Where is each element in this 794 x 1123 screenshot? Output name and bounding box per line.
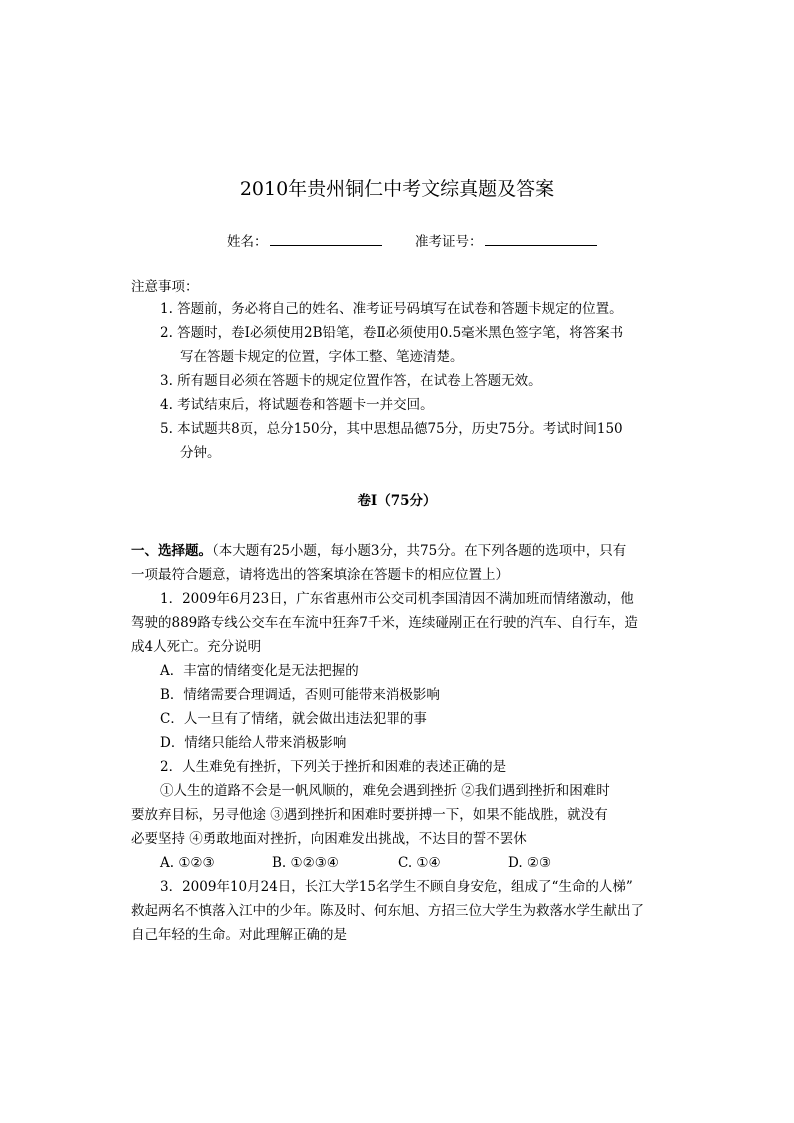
q1-option: A．丰富的情绪变化是无法把握的 [160,663,359,679]
notice-heading: 注意事项： [131,279,199,295]
exam-id-label: 准考证号： [415,234,483,250]
q2-statement-line: 要放弃目标，另寻他途 ③遇到挫折和困难时要拼搏一下，如果不能战胜，就没有 [131,807,608,823]
q2-statement-line: 必要坚持 ④勇敢地面对挫折，向困难发出挑战，不达目的誓不罢休 [131,831,527,847]
name-field [227,230,382,250]
name-label: 姓名： [227,234,268,250]
part-intro-line: 一项最符合题意，请将选出的答案填涂在答题卡的相应位置上） [131,567,509,583]
q1-stem-line: 1．2009年6月23日，广东省惠州市公交司机李国清因不满加班而情绪激动，他 [160,591,634,607]
q1-option: C．人一旦有了情绪，就会做出违法犯罪的事 [160,711,427,727]
candidate-info-row [0,230,794,252]
q2-option: A. ①②③ [160,855,215,871]
q1-option: D．情绪只能给人带来消极影响 [160,735,347,751]
page-title: 2010年贵州铜仁中考文综真题及答案 [239,178,555,200]
notice-item: 5. 本试题共8页，总分150分，其中思想品德75分，历史75分。考试时间150 [160,421,623,437]
q2-option: D. ②③ [508,855,552,871]
q1-option: B．情绪需要合理调适，否则可能带来消极影响 [160,687,440,703]
part-label: 一、选择题。 [131,543,212,559]
name-blank [270,231,382,246]
notice-item: 分钟。 [180,445,221,461]
q2-option: C. ①④ [398,855,441,871]
exam-id-blank [485,231,597,246]
q2-stem: 2．人生难免有挫折，下列关于挫折和困难的表述正确的是 [160,759,507,775]
q1-stem-line: 驾驶的889路专线公交车在车流中狂奔7千米，连续碰剐正在行驶的汽车、自行车，造 [131,615,638,631]
q1-stem-line: 成4人死亡。充分说明 [131,639,262,655]
notice-item: 写在答题卡规定的位置，字体工整、笔迹清楚。 [180,349,464,365]
q3-stem-line: 自己年轻的生命。对此理解正确的是 [131,927,347,943]
q3-stem-line: 3．2009年10月24日，长江大学15名学生不顾自身安危，组成了“生命的人梯” [160,879,633,895]
section-title: 卷Ⅰ（75分） [357,493,437,509]
part-intro-text: （本大题有25小题，每小题3分，共75分。在下列各题的选项中，只有 [212,543,627,559]
exam-id-field [415,230,597,250]
q2-statement-line: ①人生的道路不会是一帆风顺的，难免会遇到挫折 ②我们遇到挫折和困难时 [160,783,610,799]
notice-item: 1. 答题前，务必将自己的姓名、准考证号码填写在试卷和答题卡规定的位置。 [160,301,623,317]
part-intro-line [131,541,626,561]
notice-item: 2. 答题时，卷Ⅰ必须使用2B铅笔，卷Ⅱ必须使用0.5毫米黑色签字笔，将答案书 [160,325,624,341]
notice-item: 3. 所有题目必须在答题卡的规定位置作答，在试卷上答题无效。 [160,373,542,389]
q2-option: B. ①②③④ [272,855,339,871]
q3-stem-line: 救起两名不慎落入江中的少年。陈及时、何东旭、方招三位大学生为救落水学生献出了 [131,903,644,919]
notice-item: 4. 考试结束后，将试题卷和答题卡一并交回。 [160,397,434,413]
